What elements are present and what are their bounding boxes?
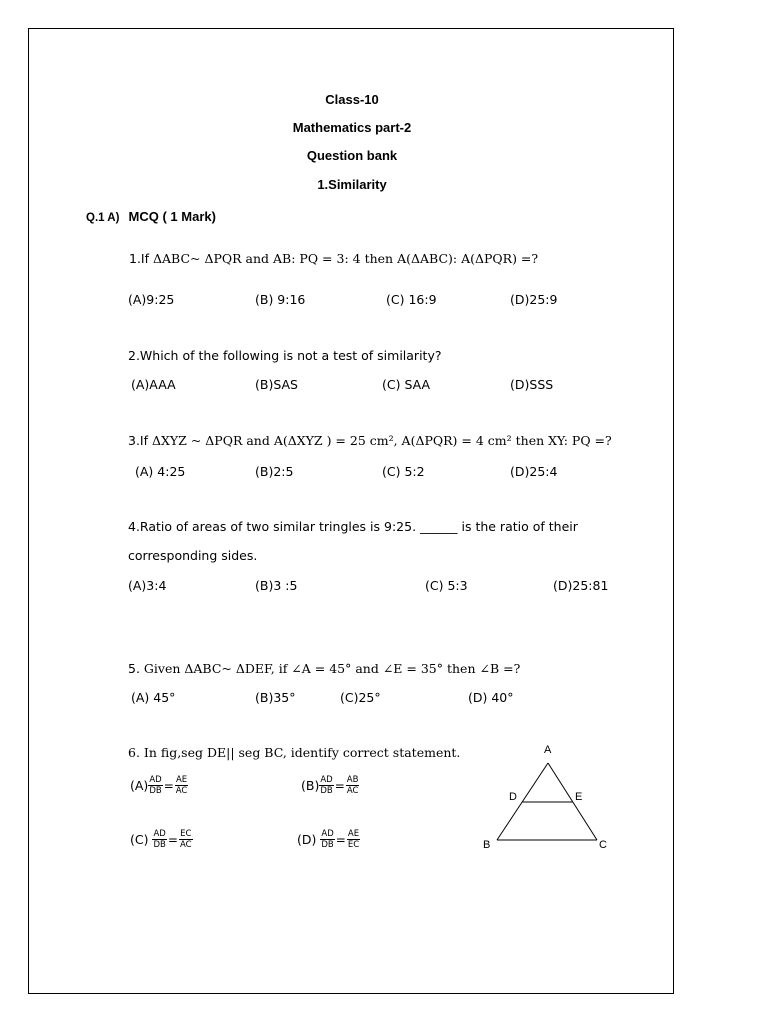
q1-option-d: (D)25:9 — [510, 292, 558, 307]
q6-option-b-fraction-right — [346, 775, 360, 796]
equals-sign: = — [334, 778, 345, 793]
question-5 — [128, 661, 520, 676]
q5-option-d: (D) 40° — [468, 690, 514, 705]
fraction-denominator: DB — [153, 840, 166, 850]
fraction-numerator: AD — [321, 829, 334, 839]
q4-option-a: (A)3:4 — [128, 578, 167, 593]
equals-sign: = — [167, 832, 178, 847]
q5-option-b: (B)35° — [255, 690, 296, 705]
q6-option-d-fraction-right — [347, 829, 360, 850]
fraction-denominator: AC — [175, 786, 188, 796]
q6-option-a — [130, 775, 188, 796]
q3-option-c: (C) 5:2 — [382, 464, 425, 479]
fraction-numerator: AE — [175, 775, 188, 785]
q5-option-c: (C)25° — [340, 690, 381, 705]
triangle-figure — [470, 735, 620, 860]
fraction-denominator: EC — [347, 840, 360, 850]
question-6-text — [128, 745, 460, 760]
question-1 — [129, 251, 538, 266]
section-number: Q.1 A) — [86, 212, 120, 224]
q6-option-c-fraction-left — [152, 829, 166, 850]
q1-option-c: (C) 16:9 — [386, 292, 437, 307]
q2-option-b: (B)SAS — [255, 377, 298, 392]
fraction-denominator: DB — [149, 786, 162, 796]
class-heading: Class-10 — [325, 92, 379, 107]
q1-option-b: (B) 9:16 — [255, 292, 306, 307]
question-3-number: 3.If — [128, 433, 152, 448]
fraction-numerator: AE — [347, 829, 360, 839]
q3-option-d: (D)25:4 — [510, 464, 558, 479]
question-4-line-1: 4.Ratio of areas of two similar tringles is 9:25. ______ is the ratio of their — [128, 519, 578, 534]
fraction-numerator: AB — [346, 775, 359, 785]
subject-heading: Mathematics part-2 — [292, 120, 412, 135]
question-3 — [128, 433, 612, 448]
vertex-label-c: C — [599, 839, 607, 851]
q4-option-d: (D)25:81 — [553, 578, 609, 593]
q6-option-d-fraction-left — [320, 829, 334, 850]
fraction-denominator: AC — [346, 786, 359, 796]
q6-option-d-label: (D) — [297, 832, 317, 847]
section-title: MCQ ( 1 Mark) — [128, 209, 216, 224]
q6-option-c — [130, 829, 193, 850]
point-label-e: E — [575, 791, 583, 803]
q6-option-c-label: (C) — [130, 832, 149, 847]
fraction-denominator: AC — [179, 840, 192, 850]
vertex-label-a: A — [544, 744, 552, 756]
type-heading: Question bank — [306, 148, 398, 163]
q6-option-a-fraction-left — [148, 775, 162, 796]
q2-option-d: (D)SSS — [510, 377, 554, 392]
q6-option-c-fraction-right — [179, 829, 193, 850]
question-4-line-2: corresponding sides. — [128, 548, 258, 563]
chapter-heading: 1.Similarity — [317, 177, 387, 192]
q2-option-a: (A)AAA — [131, 377, 176, 392]
q4-option-c: (C) 5:3 — [425, 578, 468, 593]
question-2-text: 2.Which of the following is not a test of similarity? — [128, 348, 442, 363]
equals-sign: = — [335, 832, 346, 847]
q1-option-a: (A)9:25 — [128, 292, 175, 307]
fraction-numerator: AD — [320, 775, 333, 785]
point-label-d: D — [509, 791, 517, 803]
q2-option-c: (C) SAA — [382, 377, 431, 392]
q6-option-b — [301, 775, 359, 796]
q3-option-b: (B)2:5 — [255, 464, 294, 479]
fraction-numerator: AD — [149, 775, 162, 785]
fraction-denominator: DB — [320, 786, 333, 796]
q6-option-b-label: (B) — [301, 778, 320, 793]
section-heading — [86, 206, 216, 225]
question-3-text: ΔXYZ ~ ΔPQR and A(ΔXYZ ) = 25 cm², A(ΔPQR) = 4 cm² then XY: PQ =? — [152, 433, 612, 448]
q6-option-b-fraction-left — [319, 775, 333, 796]
question-5-number: 5. — [128, 661, 144, 676]
question-1-number: 1.If — [129, 251, 153, 266]
q5-option-a: (A) 45° — [131, 690, 176, 705]
question-5-text: Given ΔABC~ ΔDEF, if ∠A = 45° and ∠E = 35° then ∠B =? — [143, 661, 521, 676]
q6-option-a-label: (A) — [130, 778, 149, 793]
fraction-numerator: AD — [153, 829, 166, 839]
q6-option-d — [297, 829, 360, 850]
q4-option-b: (B)3 :5 — [255, 578, 298, 593]
question-6-text-span: 6. In fig,seg DE|| seg BC, identify correct statement. — [128, 745, 461, 760]
q3-option-a: (A) 4:25 — [135, 464, 186, 479]
vertex-label-b: B — [483, 839, 491, 851]
question-1-text: ΔABC~ ΔPQR and AB: PQ = 3: 4 then A(ΔABC): A(ΔPQR) =? — [153, 251, 539, 266]
fraction-numerator: EC — [180, 829, 192, 839]
equals-sign: = — [163, 778, 174, 793]
fraction-denominator: DB — [321, 840, 334, 850]
q6-option-a-fraction-right — [175, 775, 189, 796]
